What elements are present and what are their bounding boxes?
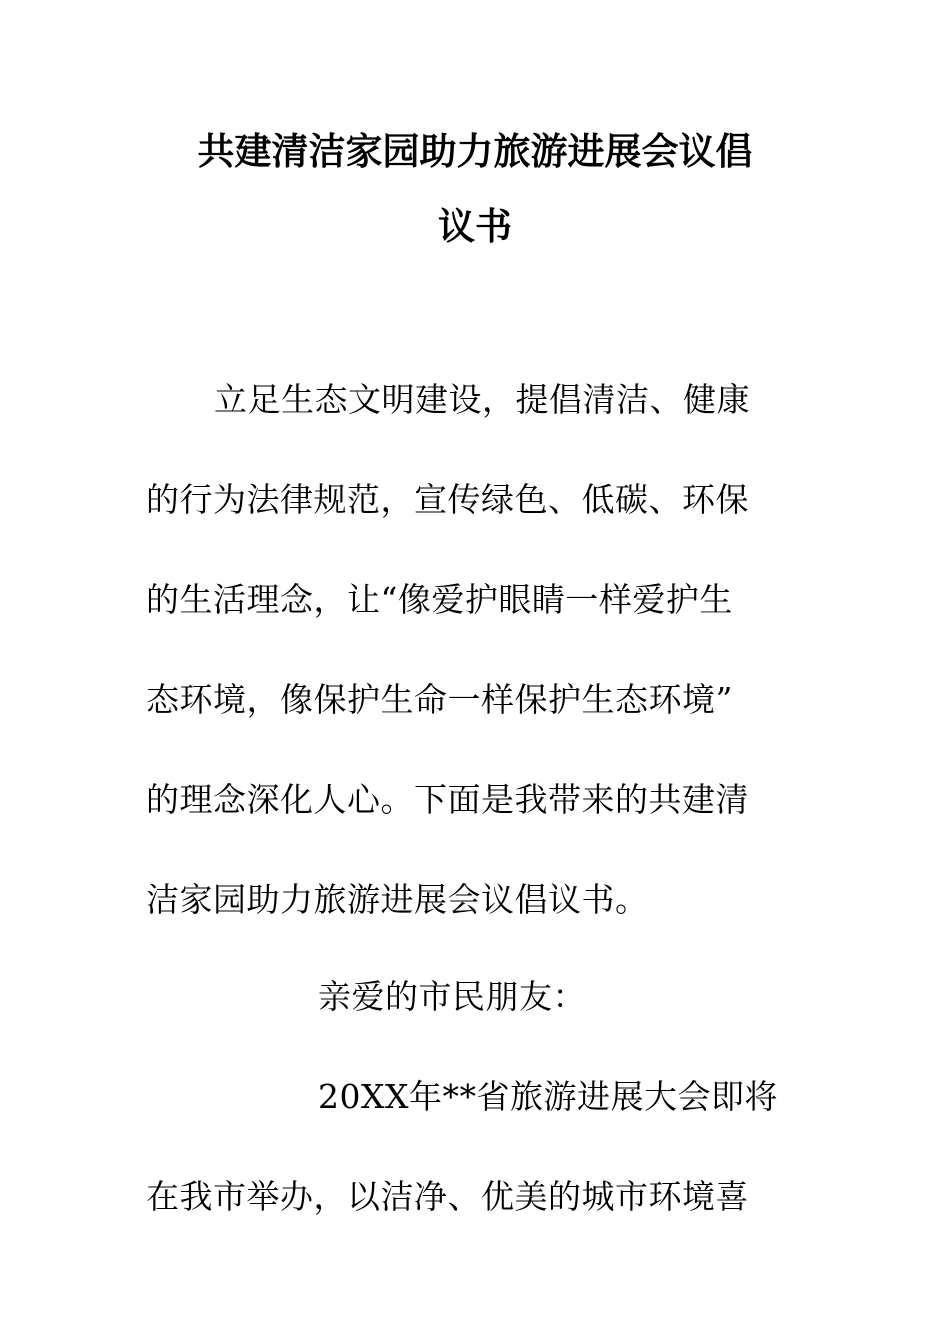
document-title-line-1: 共建清洁家园助力旅游进展会议倡 (197, 130, 753, 173)
paragraph-1-line-6: 洁家园助力旅游进展会议倡议书。 (146, 880, 649, 919)
paragraph-1-line-4: 态环境，像保护生命一样保护生态环境” (146, 680, 733, 719)
paragraph-1-line-5: 的理念深化人心。下面是我带来的共建清 (146, 780, 749, 819)
salutation: 亲爱的市民朋友： (318, 977, 586, 1016)
document-title-line-2: 议书 (438, 205, 512, 248)
paragraph-1-line-1: 立足生态文明建设，提倡清洁、健康 (214, 380, 750, 419)
paragraph-2-line-1: 20XX年**省旅游进展大会即将 (318, 1077, 778, 1116)
paragraph-1-line-3: 的生活理念，让“像爱护眼睛一样爱护生 (146, 580, 733, 619)
paragraph-1-line-2: 的行为法律规范，宣传绿色、低碳、环保 (146, 480, 749, 519)
paragraph-2-line-2: 在我市举办，以洁净、优美的城市环境喜 (146, 1177, 749, 1216)
